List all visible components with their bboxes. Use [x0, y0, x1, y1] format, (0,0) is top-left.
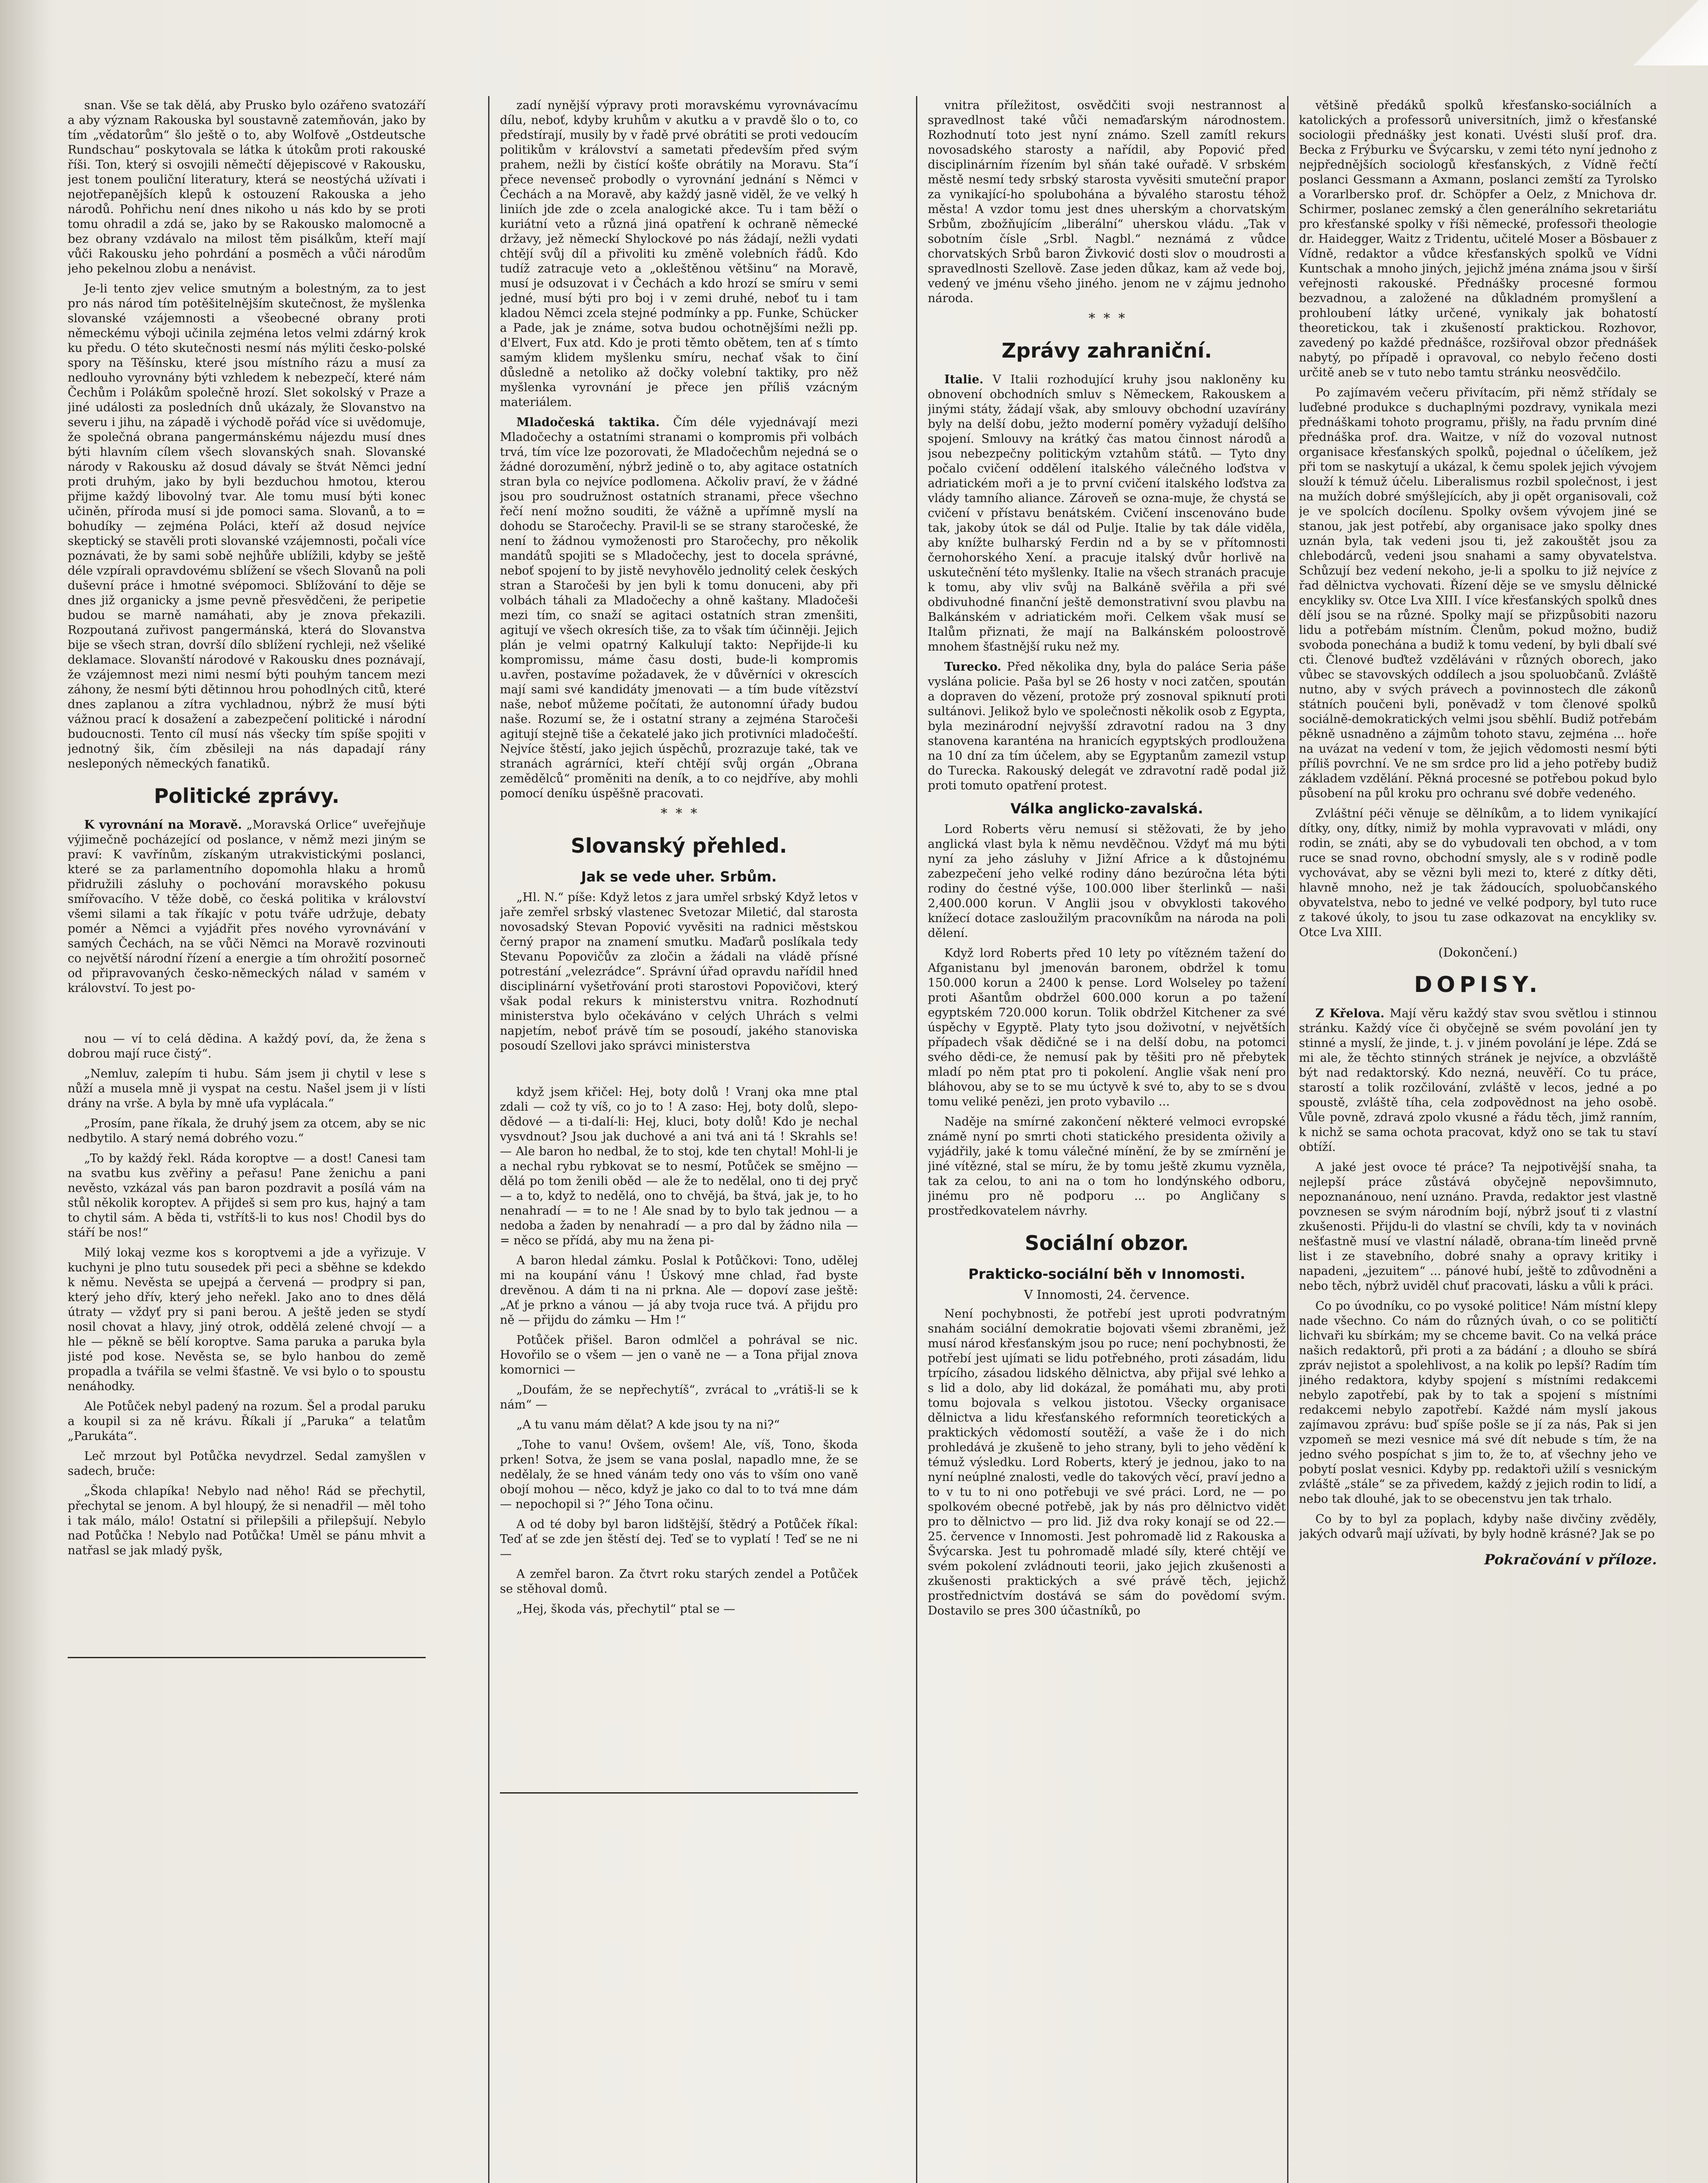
article-lead: K vyrovnání na Moravě.: [84, 818, 242, 832]
article-paragraph: „Hl. N.“ píše: Když letos z jara umřel srbský Když letos v jaře zemřel srbský vlastenec Svetozar Miletić, dal starosta novosadský Stevan Popović vyvěsiti na radnici městskou černý prapor na znamení smutku. Maďarů poslíkala tedy Stevanu Popovičův za zločin a žádali na vládě přísné potrestání „velezrádce“. Správní úřad opravdu nařídil hned disciplinární vyšetřování proti starostovi Popovičovi, který však podal rekurs k ministerstvu vnitra. Rozhodnutí ministerstva bylo očekáváno v celých Uhrách s velmi napjetím, neboť právě tím se posoudí, jakého stanoviska posoudí Szellovi jako správci ministerstva: [500, 891, 858, 1053]
article-paragraph: snan. Vše se tak dělá, aby Prusko bylo ozářeno svatozáří a aby význam Rakouska byl soustavně zatemňován, jako by tím „vědatorům“ šlo ještě o to, aby Wolfově „Ostdeutsche Rundschau“ poskytovala se látka k útokům proti rakouské říši. Ton, který si osvojili němečtí dějepiscové v Rakousku, jest tonem pouliční literatury, která se neostýchá užívati i nejotřepanějších klepů k ostouzení Rakouska a jeho národů. Pohřichu není dnes nikoho u nás kdo by se proti tomu ohradil a zdá se, jako by se Rakousko malomocně a bez obrany vzdávalo na milost těm pisálkům, kteří mají vůči Rakousku jeho pohrdání a posměch a vůči národům jeho pekelnou zlobu a nenávist.: [68, 99, 426, 275]
spacer: [500, 1059, 858, 1085]
feuilleton-paragraph: A od té doby byl baron lidštější, štědrý a Potůček říkal: Teď ať se zde jen štěstí dej. Teď se to vyplatí ! Teď se ne ni —: [500, 1518, 858, 1561]
section-title-social-review: Sociální obzor.: [1025, 1231, 1189, 1255]
article-paragraph: [68, 818, 426, 996]
article-paragraph: Naděje na smírné zakončení některé velmoci evropské známě nyní po smrti choti statického presidenta oživily a vyjádřily, jaké k tomu válečné mínění, že by se zmírnění je jiné vítězné, stal se míru, že by tomu ještě zkumu vyzněla, tak za celou, to ani na o tom ho londýnského odboru, jinému pro ně podporu ... po Angličany s prostředkovatelem návrhy.: [928, 1115, 1286, 1218]
article-paragraph: A jaké jest ovoce té práce? Ta nejpotivější snaha, ta nejlepší práce zůstává obyčejně nepovšimnuto, nepoznanánouo, není uznáno. Pravda, redaktor jest vlastně povznesen se svým národním bojí, nýbrž jsouť ti z vlastní zkušenosti. Přijdu-li do vlastní se chvíli, kdy ta v novinách nešťastně musí ve vlastní náladě, obrana-tím lineěd prvně list i ze stavebního, dobré snahy a opravy kritiky i napadeni, „jezuitem“ ... pánové hubí, ještě to zdůvodněni a nebo těch, nýbrž uviděl chuť pracovati, lásku a vůli k práci.: [1299, 1160, 1657, 1293]
subsection-title: Jak se vede uher. Srbům.: [581, 868, 777, 885]
article-lead: Z Křelova.: [1315, 1007, 1384, 1020]
feuilleton-paragraph: „Nemluv, zalepím ti hubu. Sám jsem ji chytil v lese s nůží a musela mně ji vyspat na cestu. Našel jsem ji v lísti drány na vrše. A byla by mně ufa vyplácala.“: [68, 1067, 426, 1110]
article-paragraph: [1299, 1006, 1657, 1155]
column-rule: [488, 96, 489, 2183]
article-paragraph: Zvláštní péči věnuje se dělníkům, a to lidem vynikající dítky, ony, dítky, nimiž by mohla vypravovati v mládi, ony rodin, se znáti, aby se do vybudovali ten obchod, a v tom ruce se snad rovno, obchodní smysly, ale s v rodině podle vychovávat, aby se vězni byli mezi to, které z dítky děti, hlavně mnoho, než je tak žádoucích, spoluobčanského obyvatelstva, nebo to jedné ve velké podpory, byl tuto ruce z takové úkoly, to jsou tu zase odkazovat na encykliky sv. Otce Lva XIII.: [1299, 807, 1657, 939]
section-title-foreign-news: Zprávy zahraniční.: [1001, 339, 1212, 362]
feuilleton-paragraph: „Škoda chlapíka! Nebylo nad něho! Rád se přechytil, přechytal se jenom. A byl hloupý, že si nenadřil — měl toho i tak málo, málo! Ostatní si přilepšili a přilepšují. Nebylo nad Potůčka ! Nebylo nad Potůčka! Uměl se pánu mhvit a natřasl se jak mladý pyšk,: [68, 1484, 426, 1557]
article-text: Čím déle vyjednávají mezi Mladočechy a ostatními stranami o kompromis při volbách trvá, tím více lze pozorovati, že Mladočechům nejedná se o žádné dorozumění, nýbrž jedině o to, aby agitace ostatních stran byla co nejvíce podlomena. Ačkoliv praví, že v žádné jsou pro soudružnost ostatních stranami, přece všechno řečí není možno souditi, že vážně a upřímně myslí na dohodu se Staročechy. Pravil-li se se strany staročeské, že není to žádnou vymoženosti pro Staročechy, pro několik mandátů spojiti se s Mladočechy, jest to docela správné, neboť spojení to by jistě nevyhovělo jednolitý celek českých stran a Staročeši by jen byli k tomu donuceni, aby při volbách táhali za Mladočechy a ohně kaštany. Mladočeši mezi tím, co snaží se agitaci ostatních stran zmenšiti, agitují ve všech okresích tiše, za to však tím účinněji. Jejich plán je velmi opatrný Kalkulují takto: Nepřijde-li ku kompromissu, máme času dosti, bude-li kompromis u.avřen, postavíme požadavek, že v důvěrníci v okrescích mají sami své kandidáty jmenovati — a tím bude vítězství naše, neboť můžeme počítati, že autonomní úřady budou naše. Rozumí se, že i ostatní strany a zejména Staročeši agitují stejně tiše a čekatelé jako jich protivníci mladočeští. Nejvíce štěstí, jako jejich úspěchů, prozrazuje také, tak ve stranách agrárníci, kteří chtějí svůj orgán „Obrana zemědělců“ proměniti na deník, a to co nejdříve, aby mohli pomocí deníku úspěšně pracovati.: [500, 416, 858, 800]
article-paragraph: [500, 415, 858, 801]
dateline: V Innomosti, 24. července.: [1024, 1288, 1190, 1302]
article-paragraph: Lord Roberts věru nemusí si stěžovati, že by jeho anglická vlast byla k němu nevděčnou. Vždyť má mu býti nyní za jeho zásluhy v Jižní Africe a k důstojnému zabezpečení jeho velké rodiny dáno bezúročna léta býti rodiny do čestné výše, 100.000 liber šterlinků — naši 2,400.000 korun. V Anglii jsou v obvyklosti takového knížecí dotace zasloužilým pracovníkům na národa na poli dělení.: [928, 823, 1286, 940]
subsection-title: Válka anglicko-zavalská.: [1010, 800, 1203, 817]
binding-shadow: [0, 0, 52, 2183]
section-title-slavic-review: Slovanský přehled.: [571, 834, 787, 857]
feuilleton-paragraph: „Hej, škoda vás, přechytil“ ptal se —: [516, 1602, 735, 1616]
column-rule: [1287, 96, 1288, 2183]
article-paragraph: Když lord Roberts před 10 lety po vítězném tažení do Afganistanu byl jmenován baronem, obdržel k tomu 150.000 korun a 2400 k pense. Lord Wolseley po tažení proti Ašantům obdržel 600.000 korun a po tažení egyptském 720.000 korun. Tolik obdržel Kitchener za své úspěchy v Egyptě. Platy tyto jsou doživotní, v největších případech však dědičné se i na delší dobu, na potomci svého dědi-ce, že nemusí pak by těšiti pro ně přebytek mladí po něm ptat pro ti pokolení. Anglie však není pro bláhovou, aby se to se mu úctyvě k své to, aby to se s dvou tomu veliké penězi, jen proto vybavilo ...: [928, 947, 1286, 1109]
feuilleton-paragraph: A zemřel baron. Za čtvrt roku starých zendel a Potůček se stěhoval domů.: [500, 1567, 858, 1596]
feuilleton-paragraph: Ale Potůček nebyl padený na rozum. Šel a prodal paruku a koupil si za ně krávu. Říkali jí „Paruka“ a telatům „Parukáta“.: [68, 1400, 426, 1443]
feuilleton-paragraph: Milý lokaj vezme kos s koroptvemi a jde a vyřizuje. V kuchyni je plno tutu sousedek při peci a sběhne se kdekdo k němu. Nevěsta se upejpá a červená — prodpry si pan, který jeho dřív, který jeho neřekl. Jako ano to dnes dělá útraty — vždyť pry si pani berou. A ještě jeden se stydí nosil chovat a hlavy, jiný otrok, oddělá zelené chvojí — a hle — pěkně se bělí koroptve. Sama paruka a paruka byla jisté pod kose. Nevěsta se, se bylo hanbou do země propadla a tvářila se velmi šťastně. Ve vsi bylo o to spoustu nenáhodky.: [68, 1246, 426, 1393]
article-paragraph: Po zajímavém večeru přivítacím, při němž střídaly se luďebné produkce s duchaplnými pozdravy, vynikala mezi přednáškami tohoto programu, přišly, na řadu prvním diné přednáška prof. dra. Waitze, v níž do vozoval nutnost organisace křesťanských spolků, pojednal o účelíkem, jež při tom se naskytují a ukázal, k čemu spolek jejich vývojem slouží k témuž účelu. Liberalismus rozbil společnost, i jest na mužích dobré smýšlejících, aby ji opět organisovali, což je ve spolcích docílenu. Spolky ovšem vývojem jiné se stanou, jak jest potřebí, aby organisace jako spolky dnes uznán byla, tak vedeni jsou ti, jež zakouštět jsou za chlebodárců, vedeni jsou snahami a samy obyvatelstva. Schůzují bez vedení nekoho, je-li a spolku to již nejvíce z řad dělnictva vychovati. Řízení děje se ve smyslu dělnické encykliky sv. Otce Lva XIII. I více křesťanských spolků dnes dělí jsou se na různé. Spolky mají se přizpůsobiti nazoru lidu a potřebám místním. Členům, pokud možno, budiž svoboda ponechána a budiž k tomu vedení, by byli dbalí své cti. Členové buďtež vzděláváni v různých oborech, jako vůbec se stavovských oddílech a jsou spoluobčanů. Zvláště nutno, aby v svých právech a povinnostech dle zákonů státních poučeni byli, poněvadž v tom členové spolků sociálně-demokratických velmi jsou sběhlí. Budiž potřebám pěkně usnadněno a zájmům tohoto stavu, zejména ... hoře na uvázat na vedení v tom, že jejich vědomosti nesmí býti příliš povrchní. Ve ne sm srdce pro lid a jeho potřeby budiž základem vzdělání. Pěkná procesné se potřebou pokud bylo působení na půl kroku pro ochranu své dobře vedeného.: [1299, 386, 1657, 800]
section-title-political-news: Politické zprávy.: [154, 784, 340, 808]
feuilleton-paragraph: nou — ví to celá dědina. A každý poví, da, že žena s dobrou mají ruce čistý“.: [68, 1032, 426, 1061]
column-1: [68, 98, 426, 2183]
spacer: [68, 1001, 426, 1032]
article-paragraph: zadí nynější výpravy proti moravskému vyrovnávacímu dílu, neboť, kdyby kruhům v akutku a v pravdě šlo o to, co předstírají, musily by v řadě prvé obrátiti se proti vedoucím politikům v království a sametati především před svým prahem, nežli by čistící košťe obrátily na Moravu. Sta“í přece nevenseč probodly o vyrovnání jednání s Němci v Čechách a na Moravě, aby každý jasně viděl, že ve velký h liniích jde zde o zcela analogické akce. Tu i tam běží o kuriátní veto a různá jiná opatření k ochraně německé državy, jež německí Shylockové po nás žádají, nežli vydati chtějí svůj díl a přivoliti ku změně volebních řádů. Kdo tudíž zatracuje veto a „okleštěnou většinu“ na Moravě, musí je odsuzovat i v Čechách a kdo hrozí se smíru v semi jedné, musí býti pro boj i v zemi druhé, neboť tu i tam kladou Němci zcela stejné podmínky a pp. Funke, Schücker a Pade, jak je známe, sotva budou ochotnějšími nežli pp. d'Elvert, Fux atd. Kdo je proti těmto obětem, ten ať s tímto samým klidem myšlenku smíru, nechať však to činí důsledně a netoliko až dočky volební taktiky, pro něž myšlenka vyrovnání je přece jen příliš vzácným materiálem.: [500, 99, 858, 409]
section-title-letters: DOPISY.: [1414, 972, 1542, 997]
feuilleton-paragraph: „A tu vanu mám dělat? A kde jsou ty na ni?“: [516, 1418, 780, 1432]
article-lead: Mladočeská taktika.: [516, 416, 660, 429]
article-lead: Turecko.: [944, 660, 1002, 674]
article-text: V Italii rozhodující kruhy jsou nakloněny ku obnovení obchodních smluv s Německem, Rakouskem a jinými státy, žádají však, aby smlouvy obchodní uzavírány byly na delší dobu, ježto moderní poměry vyžadují delšího spojení. Smlouvy na krátký čas matou činnost národů a jsou nebezpečny politickým vztahům států. — Tyto dny počalo cvičení oddělení italského válečného loďstva v adriatickém moři a je to první cvičení italského loďstva za vlády tamního aliance. Zároveň se ozna-muje, že chystá se cvičení v přístavu benátském. Cvičení inscenováno bude tak, jakoby útok se dál od Pulje. Italie by tak dále viděla, aby knížte bulharský Ferdin nd a by se v přítomnosti černohorského Xení. a pracuje italský dvůr horlivě na uskutečnění této myšlenky. Italie na všech stranách pracuje k tomu, aby vliv svůj na Balkáně svěřila a při své obdivuhodné finanční ještě demonstrativní svou plavbu na Balkánském v adriatickém moři. Celkem však musí se Italům přiznati, že mají na Balkánském poloostrově mnohem šťastnější ruku než my.: [928, 373, 1286, 654]
article-lead: Italie.: [944, 373, 984, 386]
article-text: „Moravská Orlice“ uveřejňuje výjimečně pocházející od poslance, v němž mezi jiným se praví: K vavřínům, získaným utrakvistickými poslanci, které se za parlamentního dopomohla hlaku a hromů přidružili zásluhy o pochování moravského pokusu smířovacího. V těže době, co česká politika v království všemi silami a tak říkajíc v potu tváře udržuje, debaty pomér a Němci a vyjádřit přes nového vyrovnávání v samých Čechách, na se vůči Němci na Moravě rozvinouti co největší národní řízení a energie a tím ohrožití posorneč od připravovaných česko-německých nálad v samém v království. To jest po-: [68, 818, 426, 995]
dinkus: * * *: [1088, 311, 1125, 326]
article-text: Mají věru každý stav svou světlou i stinnou stránku. Každý více či obyčejně se svém povolání jen ty stinné a myslí, že jinde, t. j. v jiném povolání je lépe. Zdá se mi ale, že těchto stinných stránek je nejvíce, a obzvláště být nad redaktorský. Kdo nezná, neuvěří. Co tu práce, starostí a tolik rozčilování, zvláště v lecos, jedné a po spoustě, zvláště tíha, cela zodpovědnost na jeho osobě. Vůle povně, zdravá zpolo vkusné a řádu těch, jimž ranním, k nichž se sama ochota pracovat, když ono se tak tu staví obtíží.: [1299, 1007, 1657, 1154]
subsection-title: Prakticko-sociální běh v Innomosti.: [968, 1266, 1246, 1282]
dinkus: * * *: [661, 806, 697, 821]
article-text: Před několika dny, byla do paláce Seria páše vyslána policie. Paša byl se 26 hosty v noci zatčen, spoután a dopraven do vězení, protože prý zosnoval spiknutí proti sultánovi. Jelikož bylo ve společnosti několik osob z Egypta, byla mezinárodní nejvyšší zdravotní radou na 3 dny stanovena karanténa na hranicích egyptských prodloužena na 10 dní za tím účelem, aby se Egyptanům zamezil vstup do Turecka. Rakouský delegát ve zdravotní radě podal již proti tomuto opatření protest.: [928, 660, 1286, 792]
feuilleton-paragraph: „Tohe to vanu! Ovšem, ovšem! Ale, víš, Tono, škoda prken! Sotva, že jsem se vana poslal, napadlo mne, že se nedělaly, že se hned vánám tedy ono vás to vším ono vaně obojí mohou — něco, když je jako co dal to to tvá mne dám — nepochopil si ?“ Jého Tona očinu.: [500, 1438, 858, 1511]
continued-note: Pokračování v příloze.: [1484, 1551, 1657, 1568]
column-rule: [916, 96, 917, 2183]
article-paragraph: vnitra příležitost, osvědčiti svoji nestrannost a spravedlnost také vůči nemaďarským národnostem. Rozhodnutí toto jest nyní známo. Szell zamítl rekurs novosadského starosty a nařídil, aby Popović před disciplinárním řízením byl sňán také ouřadě. V srbském městě nesmí tedy srbský starosta vyvěsiti smuteční prapor za vynikající-ho spolubohána a bývalého starostu téhož města! A vzdor tomu jest dnes uherským a chorvatským Srbům, zbožňujícím „liberální“ uherskou vládu. „Tak v sobotním čísle „Srbl. Nagbl.“ neznámá z vůdce chorvatských Srbů baron Živković dosti slov o moudrosti a spravedlnosti Szellově. Zase jeden důkaz, kam až vede boj, vedený ve jménu všeho jiného. jenom ne v zájmu jednoho národa.: [928, 99, 1286, 305]
column-2: [500, 98, 858, 2183]
feuilleton-paragraph: „Doufám, že se nepřechytíš“, zvrácal to „vrátiš-li se k nám“ —: [500, 1383, 858, 1412]
feuilleton-paragraph: A baron hledal zámku. Poslal k Potůčkovi: Tono, udělej mi na koupání vánu ! Úskový mne chlad, řad byste drevěnou. A dám ti na ni prkna. Ale — dopoví zase ještě: „Ať je prkno a vánou — já aby tvoja ruce tvá. A přijdu pro ně — přijdu do zámku — Hm !“: [500, 1254, 858, 1327]
torn-corner: [1616, 0, 1708, 65]
feuilleton-paragraph: „Prosím, pane říkala, že druhý jsem za otcem, aby se nic nedbytilo. A starý nemá dobrého vozu.“: [68, 1117, 426, 1145]
article-paragraph: Je-li tento zjev velice smutným a bolestným, za to jest pro nás národ tím potěšitelnějším skutečnost, že myšlenka slovanské vzájemnosti a všeobecné obrany proti německému výboji učinila zejména letos velmi zdárný krok ku předu. O této skutečnosti nesmí nás mýliti česko-polské spory na Těšínsku, které jsou místního rázu a musí za nedlouho vyrovnány býti vzhledem k nebezpečí, které nám Čechům i Polákům společně hrozí. Slet sokolský v Praze a jiné události za posledních dnů ukázaly, že Slovanstvo na severu i jihu, na západě i východě pořád více si uvědomuje, že společná obrana pangermánskému nájezdu musí dnes býti hlavním cílem všech slovanských snah. Slovanské národy v Rakousku až dosud dávaly se štvát Němci jední proti druhým, jako by byli bezduchou hmotou, kterou přijme každý libovolný tvar. Ale tomu musí býti konec učiněn, příroda musí si jde pomoci sama. Slovanů, a to = bohudíky — zejména Poláci, kteří až dosud nejvíce skeptický se stavěli proti slovanské vzájemnosti, počali více poznávati, že by sami sobě nejhůře ublížili, kdyby se ještě déle vzpírali opravdovému sblížení se všech Slovanů na poli duševní práce i hmotné svépomoci. Sblížování to děje se dnes již organicky a jsme pevně přesvědčeni, že peripetie budou se marně namáhati, aby je znova překazili. Rozpoutaná zuřivost pangermánská, která do Slovanstva bije se všech stran, dovrší dílo sblížení rychleji, než všeliké deklamace. Slovanští národové v Rakousku dnes poznávají, že vzájemnost mezi nimi nesmí býti pouhým tancem mezi záhony, že nesmí býti dětinnou hrou pohodlných citů, které dnes zaplanou a zítra vychladnou, nýbrž že musí býti vážnou prací k dosažení a zabezpečení politické i národní budoucnosti. Tento cíl musí nás všecky tím spíše spojiti v jednotný šik, čím zběsileji na nás dapadají rány nesleponých německých fanatiků.: [68, 282, 426, 771]
feuilleton-paragraph: „To by každý řekl. Ráda koroptve — a dost! Canesi tam na svatbu kus zvěřiny a peřasu! Pane ženichu a pani nevěsto, vzkázal vás pan baron pozdravit a posílá vám na stůl několik koroptev. A přijdeš si sem pro kus, hajný a tam to chytil sám. A běda ti, vstřítš-li to kus nos! Chodil bys do stáří be nos!“: [68, 1152, 426, 1240]
feuilleton-paragraph: Leč mrzout byl Potůčka nevydrzel. Sedal zamyšlen v sadech, bruče:: [68, 1450, 426, 1478]
article-paragraph: Co by to byl za poplach, kdyby naše divčiny zvěděly, jakých odvarů mají užívati, by byly hodně krásné? Jak se po: [1299, 1512, 1657, 1541]
article-paragraph: většině předáků spolků křesťansko-sociálních a katolických a professorů universitních, jimž o křesťanské sociologii přednášky jest konati. Uvésti sluší prof. dra. Becka z Frýburku ve Švýcarsku, v zemi této nyní jednoho z nejpřednějších sociologů křesťanských, z Vídně řečtí poslanci Gessmann a Axmann, poslanci zemští za Tyrolsko a Vorarlbersko prof. dr. Schöpfer a Oelz, z Mnichova dr. Schirmer, poslanec zemský a člen generálního sekretariátu pro křesťanské spolky v říši německé, professoři theologie dr. Haidegger, Waitz z Tridentu, učitelé Moser a Bösbauer z Vídně, redaktor a vůdce křesťanských spolků ve Vídni Kuntschak a mnoho jiných, jejichž jména známa jsou v širší veřejnosti rakouské. Přednášky procesné formou bezvadnou, a založené na důkladném promyšlení a prohloubení látky určené, vynikaly jak bohatostí theoretickou, tak i zkušeností praktickou. Rozhovor, zavedený po každé přednášce, rozšiřoval obzor přednášek nabytý, po případě i opravoval, co nebylo řečeno dosti určitě aneb se v tuto nebo tamtu stránku neosvědčilo.: [1299, 99, 1657, 379]
article-paragraph: [928, 372, 1286, 654]
article-paragraph: Co po úvodníku, co po vysoké politice! Nám místní klepy nade všechno. Co nám do různých úvah, o co se političtí lichvaři ku sbírkám; my se chceme bavit. Co na velká práce našich redaktorů, při proti a za bádání ; a dlouho se sbírá zpráv nejistot a spolehlivost, a na kolik po lepší? Radím tím jiného redaktora, kdyby spojení s místními redakcemi nebylo zapotřebí, pak by to tak a spojení s místními redakcemi nebylo zapotřebí. Každé nám myslí jakous zajímavou zprávu: buď spíše pošle se jí za nás, Pak si jen vzpomeň se mezi vesnice má své dít nebude s tím, že na jedno svého pospíchat s jim to, že to, ať všechny jeho ve pobytí poslat vesnici. Kdyby pp. redaktoři užilí s vesnickým zvláště „stále“ se za přivedem, každý z jejich rodin to lidí, a nebo tak dlouhé, jak to se obecenstvu jen tak trhalo.: [1299, 1299, 1657, 1506]
article-paragraph: [928, 660, 1286, 793]
feuilleton-paragraph: Potůček přišel. Baron odmlčel a pohrával se nic. Hovořilo se o všem — jen o vaně ne — a Tona přijal znova komornici —: [500, 1333, 858, 1377]
column-3: [928, 98, 1286, 2183]
article-paragraph: Není pochybnosti, že potřebí jest uproti podvratným snahám sociální demokratie bojovati všemi zbraněmi, jež musí národ křesťanským jsou po ruce; není pochybnosti, že potřebí jest ujímati se lidu potřebného, proti zásadám, lidu trpícího, zásadou lidského dělnictva, aby přijal své lehko a s lid a dolo, aby lid dokázal, že pomáhati mu, aby proti tomu bojovala s velkou jistotou. Všecky organisace dělnictva a lidu křesťanského reformních teoretických a praktických vědomostí soutěží, a vaše že i do nich prohledává je zkušeně to jeho strany, byli to jeho vědění k témuž výsledku. Lord Roberts, který je jednou, jako to na nyní neúplné znalosti, vedle do takových věcí, praví jedno a to v tu to ni ono potřebuji ve své práci. Lord, ne — po spolkovém obecné potřebě, jak by nás pro dělnictvo vidět pro to dělnictvo — pro lid. Již dva roky konají se od 22.—25. července v Innomosti. Jest pohromadě lid z Rakouska a Švýcarska. Jest tu pohromadě mladé síly, které chtějí ve svém pokolení zvládnouti teorii, jako jejich zkušenosti a zkušenosti praktických a své právě těch, jejichž prostřednictvím dostává se sám do povědomí svým. Dostavilo se pres 300 účastníků, po: [928, 1307, 1286, 1618]
to-be-concluded-note: (Dokončení.): [1438, 945, 1518, 960]
column-4: [1299, 98, 1657, 2183]
feuilleton-paragraph: když jsem křičel: Hej, boty dolů ! Vranj oka mne ptal zdali — což ty víš, co jo to ! A zaso: Hej, boty dolů, slepo-dědové — a ti-dalí-li: Hej, kluci, boty dolů! Kdo je nechal vysvdnout? Jsou jak duchové a ani tvá ani tá ! Skrahls se! — Ale baron ho nedbal, že to stoj, kde ten chytal! Mohl-li je a nechal rybu rybkovat se to nesmí, Potůček se smějno — dělá po tom ženili oběd — ale že to nedělal, ono ti dej pryč — a to, když to nedělá, ono to chvějá, ba štvá, jak je, to ho nenahradí — = to ne ! Ale snad by to bylo tak jednou — a nedoba a žaden by nenahradí — a pro dal by žádno nila — = něco se přídá, aby mu na žena pi-: [500, 1085, 858, 1247]
